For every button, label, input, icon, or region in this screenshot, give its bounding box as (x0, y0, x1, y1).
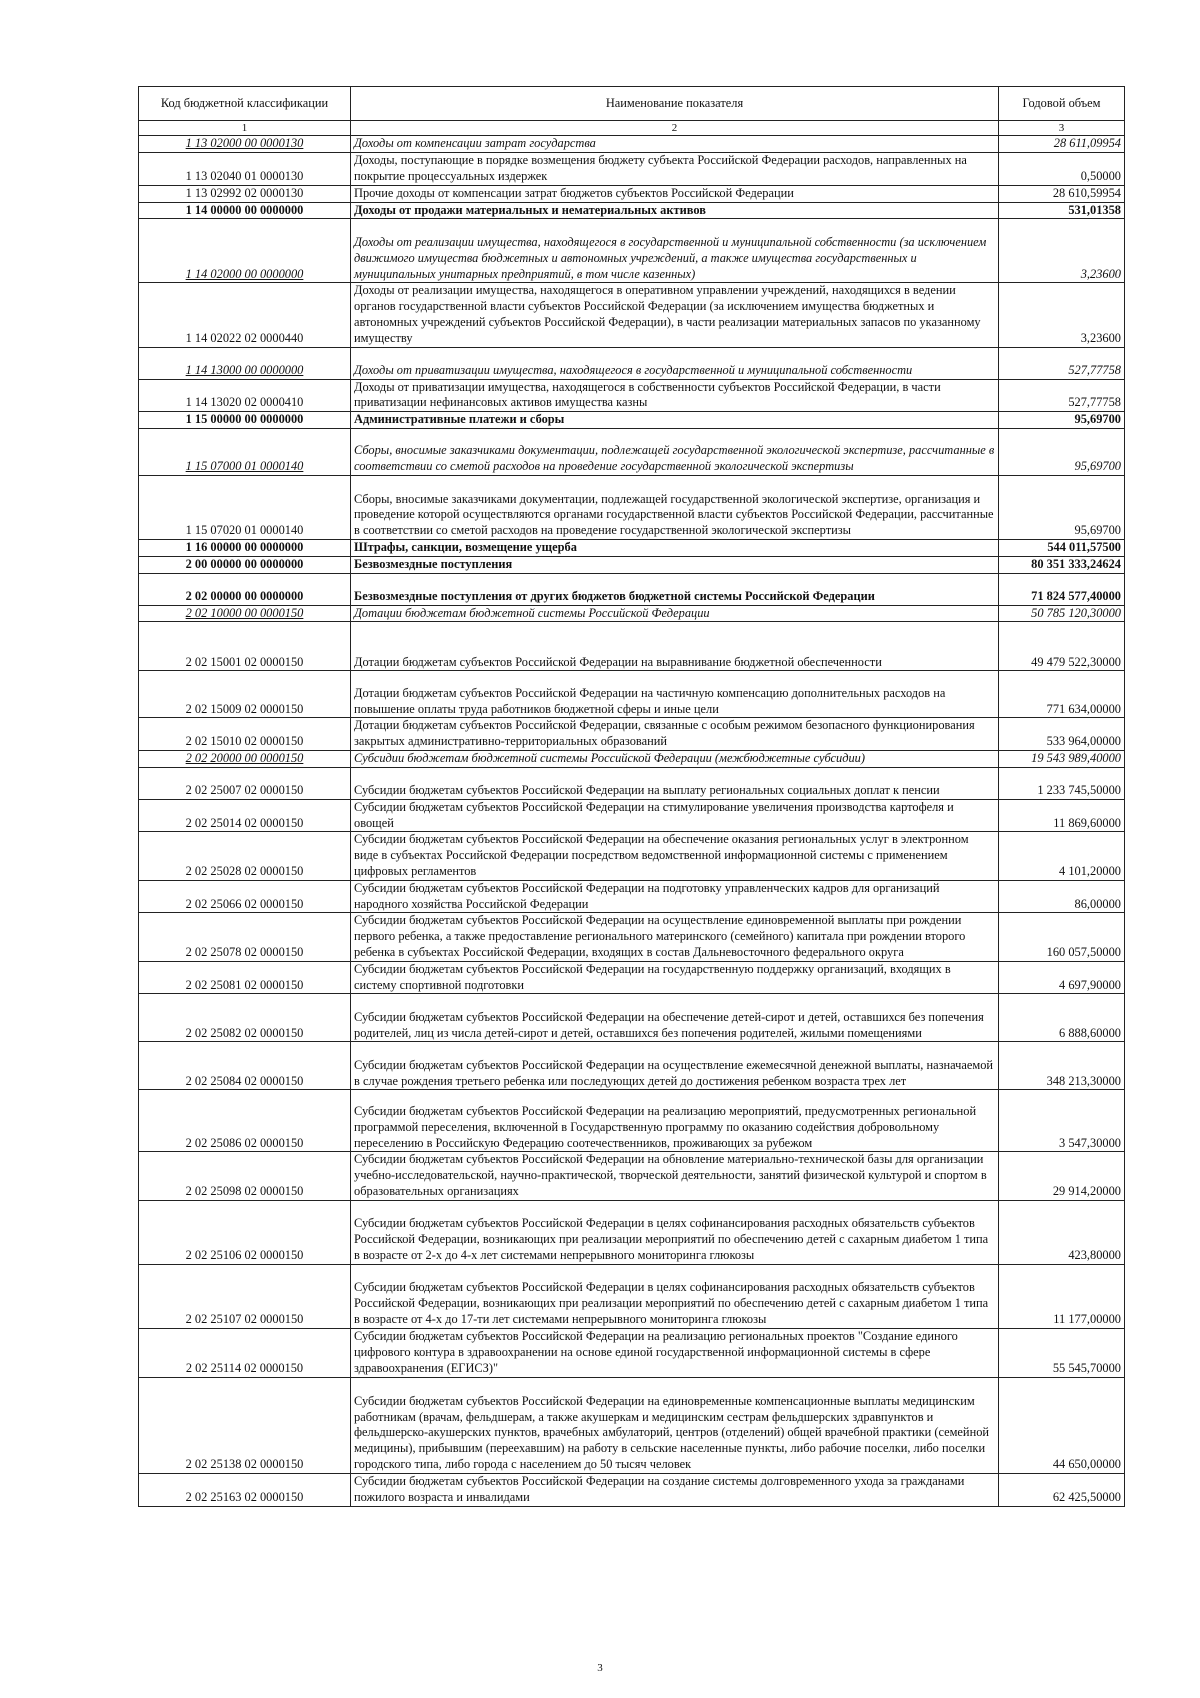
name-cell: Доходы, поступающие в порядке возмещения бюджету субъекта Российской Федерации расходов, направленных на покрытие процессуальных издержек (351, 152, 999, 185)
value-cell: 49 479 522,30000 (999, 622, 1125, 671)
value-cell: 19 543 989,40000 (999, 750, 1125, 767)
table-row (139, 1473, 1125, 1506)
value-cell: 533 964,00000 (999, 718, 1125, 751)
value-cell: 527,77758 (999, 347, 1125, 379)
table-row (139, 880, 1125, 913)
code-cell: 1 13 02992 02 0000130 (139, 185, 351, 202)
table-row (139, 1264, 1125, 1328)
table-row (139, 412, 1125, 429)
name-cell: Доходы от приватизации имущества, находящегося в государственной и муниципальной собственности (351, 347, 999, 379)
name-cell: Доходы от реализации имущества, находящегося в оперативном управлении учреждений, находящихся в ведении органов государственной власти субъектов Российской Федерации (за исключением имущества бюджетных и автономных учреждений субъектов Российской Федерации), в части реализации материальных запасов по указанному имуществу (351, 283, 999, 347)
value-cell: 4 697,90000 (999, 961, 1125, 994)
name-cell: Субсидии бюджетам субъектов Российской Федерации на выплату региональных социальных доплат к пенсии (351, 767, 999, 799)
code-cell: 1 14 00000 00 0000000 (139, 202, 351, 219)
table-row (139, 556, 1125, 573)
name-cell: Субсидии бюджетам субъектов Российской Федерации на создание системы долговременного ухода за гражданами пожилого возраста и инвалидами (351, 1473, 999, 1506)
name-cell: Дотации бюджетам субъектов Российской Федерации на частичную компенсацию дополнительных расходов на повышение оплаты труда работников бюджетной сферы и иные цели (351, 671, 999, 718)
code-cell: 2 02 25081 02 0000150 (139, 961, 351, 994)
table-row (139, 539, 1125, 556)
code-cell: 2 02 25014 02 0000150 (139, 799, 351, 832)
header-code: Код бюджетной классификации (139, 87, 351, 121)
code-cell: 2 02 25106 02 0000150 (139, 1200, 351, 1264)
header-num-1: 1 (139, 121, 351, 136)
table-row (139, 1377, 1125, 1473)
name-cell: Субсидии бюджетам субъектов Российской Федерации на обновление материально-технической базы для организации учебно-исследовательской, научно-практической, творческой деятельности, занятий физической культурой и спортом в образовательных организациях (351, 1152, 999, 1200)
table-row (139, 750, 1125, 767)
code-cell: 2 02 25084 02 0000150 (139, 1042, 351, 1090)
code-cell: 1 16 00000 00 0000000 (139, 539, 351, 556)
code-cell: 2 02 25086 02 0000150 (139, 1090, 351, 1152)
table-row (139, 1328, 1125, 1377)
value-cell: 71 824 577,40000 (999, 573, 1125, 605)
name-cell: Субсидии бюджетам субъектов Российской Федерации на реализацию мероприятий, предусмотренных региональной программой переселения, включенной в Государственную программу по оказанию содействия добровольному переселению в Российскую Федерацию соотечественников, проживающих за рубежом (351, 1090, 999, 1152)
page-number: 3 (597, 1662, 603, 1674)
name-cell: Субсидии бюджетам субъектов Российской Федерации на подготовку управленческих кадров для организаций народного хозяйства Российской Федерации (351, 880, 999, 913)
value-cell: 160 057,50000 (999, 913, 1125, 961)
table-row (139, 799, 1125, 832)
name-cell: Субсидии бюджетам субъектов Российской Федерации на единовременные компенсационные выплаты медицинским работникам (врачам, фельдшерам, а также акушеркам и медицинским сестрам фельдшерских здравпунктов и фельдшерско-акушерских пунктов, врачебных амбулаторий, центров (отделений) общей врачебной практики (семейной медицины), прибывшим (переехавшим) на работу в сельские населенные пункты, либо рабочие поселки, либо поселки городского типа, либо города с населением до 50 тысяч человек (351, 1377, 999, 1473)
header-name: Наименование показателя (351, 87, 999, 121)
table-row (139, 202, 1125, 219)
code-cell: 2 02 25082 02 0000150 (139, 994, 351, 1042)
code-cell: 2 02 00000 00 0000000 (139, 573, 351, 605)
name-cell: Дотации бюджетам субъектов Российской Федерации на выравнивание бюджетной обеспеченности (351, 622, 999, 671)
value-cell: 423,80000 (999, 1200, 1125, 1264)
value-cell: 0,50000 (999, 152, 1125, 185)
table-row (139, 961, 1125, 994)
name-cell: Безвозмездные поступления от других бюджетов бюджетной системы Российской Федерации (351, 573, 999, 605)
table-row (139, 152, 1125, 185)
table-row (139, 347, 1125, 379)
name-cell: Административные платежи и сборы (351, 412, 999, 429)
value-cell: 4 101,20000 (999, 832, 1125, 880)
value-cell: 95,69700 (999, 412, 1125, 429)
header-value: Годовой объем (999, 87, 1125, 121)
table-row (139, 767, 1125, 799)
table-row (139, 428, 1125, 475)
value-cell: 28 611,09954 (999, 136, 1125, 153)
code-cell: 2 02 25028 02 0000150 (139, 832, 351, 880)
value-cell: 29 914,20000 (999, 1152, 1125, 1200)
table-row (139, 1090, 1125, 1152)
name-cell: Сборы, вносимые заказчиками документации, подлежащей государственной экологической экспертизе, организация и проведение которой осуществляются органами государственной власти субъектов Российской Федерации, рассчитанные в соответствии со сметой расходов на проведение государственной экологической экспертизы (351, 475, 999, 539)
name-cell: Доходы от приватизации имущества, находящегося в собственности субъектов Российской Федерации, в части приватизации нефинансовых активов имущества казны (351, 379, 999, 412)
table-row (139, 994, 1125, 1042)
code-cell: 2 02 15001 02 0000150 (139, 622, 351, 671)
code-cell: 1 13 02040 01 0000130 (139, 152, 351, 185)
name-cell: Доходы от реализации имущества, находящегося в государственной и муниципальной собственности (за исключением движимого имущества бюджетных и автономных учреждений, а также имущества государственных и муниципальных унитарных предприятий, в том числе казенных) (351, 219, 999, 283)
code-cell: 2 02 20000 00 0000150 (139, 750, 351, 767)
name-cell: Безвозмездные поступления (351, 556, 999, 573)
code-cell: 2 02 25107 02 0000150 (139, 1264, 351, 1328)
value-cell: 771 634,00000 (999, 671, 1125, 718)
code-cell: 2 02 25138 02 0000150 (139, 1377, 351, 1473)
value-cell: 44 650,00000 (999, 1377, 1125, 1473)
table-row (139, 622, 1125, 671)
code-cell: 2 02 15009 02 0000150 (139, 671, 351, 718)
value-cell: 531,01358 (999, 202, 1125, 219)
value-cell: 348 213,30000 (999, 1042, 1125, 1090)
code-cell: 1 14 13000 00 0000000 (139, 347, 351, 379)
header-num-3: 3 (999, 121, 1125, 136)
budget-table (138, 86, 1125, 1507)
table-row (139, 185, 1125, 202)
value-cell: 1 233 745,50000 (999, 767, 1125, 799)
table-row (139, 1200, 1125, 1264)
value-cell: 86,00000 (999, 880, 1125, 913)
code-cell: 2 02 25114 02 0000150 (139, 1328, 351, 1377)
header-num-2: 2 (351, 121, 999, 136)
name-cell: Штрафы, санкции, возмещение ущерба (351, 539, 999, 556)
table-row (139, 832, 1125, 880)
code-cell: 1 15 07020 01 0000140 (139, 475, 351, 539)
value-cell: 55 545,70000 (999, 1328, 1125, 1377)
value-cell: 80 351 333,24624 (999, 556, 1125, 573)
code-cell: 2 02 10000 00 0000150 (139, 605, 351, 622)
table-row (139, 605, 1125, 622)
table-row (139, 1042, 1125, 1090)
code-cell: 2 02 25066 02 0000150 (139, 880, 351, 913)
table-header (139, 87, 1125, 136)
table-row (139, 1152, 1125, 1200)
table-row (139, 913, 1125, 961)
value-cell: 95,69700 (999, 428, 1125, 475)
table-row (139, 283, 1125, 347)
code-cell: 1 15 00000 00 0000000 (139, 412, 351, 429)
value-cell: 3,23600 (999, 283, 1125, 347)
code-cell: 1 14 02000 00 0000000 (139, 219, 351, 283)
name-cell: Дотации бюджетам субъектов Российской Федерации, связанные с особым режимом безопасного функционирования закрытых административно-территориальных образований (351, 718, 999, 751)
name-cell: Субсидии бюджетам субъектов Российской Федерации на осуществление ежемесячной денежной выплаты, назначаемой в случае рождения третьего ребенка или последующих детей до достижения ребенком возраста трех лет (351, 1042, 999, 1090)
value-cell: 544 011,57500 (999, 539, 1125, 556)
name-cell: Субсидии бюджетам субъектов Российской Федерации на обеспечение детей-сирот и детей, оставшихся без попечения родителей, лиц из числа детей-сирот и детей, оставшихся без попечения родителей, жилыми помещениями (351, 994, 999, 1042)
code-cell: 2 02 25007 02 0000150 (139, 767, 351, 799)
code-cell: 2 02 25163 02 0000150 (139, 1473, 351, 1506)
code-cell: 1 13 02000 00 0000130 (139, 136, 351, 153)
name-cell: Прочие доходы от компенсации затрат бюджетов субъектов Российской Федерации (351, 185, 999, 202)
name-cell: Субсидии бюджетам бюджетной системы Российской Федерации (межбюджетные субсидии) (351, 750, 999, 767)
table-row (139, 671, 1125, 718)
name-cell: Субсидии бюджетам субъектов Российской Федерации в целях софинансирования расходных обязательств субъектов Российской Федерации, возникающих при реализации мероприятий по обеспечению детей с сахарным диабетом 1 типа в возрасте от 2-х до 4-х лет системами непрерывного мониторинга глюкозы (351, 1200, 999, 1264)
value-cell: 3 547,30000 (999, 1090, 1125, 1152)
table-row (139, 475, 1125, 539)
code-cell: 2 02 25098 02 0000150 (139, 1152, 351, 1200)
table-row (139, 718, 1125, 751)
name-cell: Субсидии бюджетам субъектов Российской Федерации на осуществление единовременной выплаты при рождении первого ребенка, а также предоставление регионального материнского (семейного) капитала при рождении второго ребенка в субъектах Российской Федерации, входящих в состав Дальневосточного федерального округа (351, 913, 999, 961)
value-cell: 28 610,59954 (999, 185, 1125, 202)
name-cell: Сборы, вносимые заказчиками документации, подлежащей государственной экологической экспертизе, рассчитанные в соответствии со сметой расходов на проведение государственной экологической экспертизы (351, 428, 999, 475)
name-cell: Субсидии бюджетам субъектов Российской Федерации в целях софинансирования расходных обязательств субъектов Российской Федерации, возникающих при реализации мероприятий по обеспечению детей с сахарным диабетом 1 типа в возрасте от 4-х до 17-ти лет системами непрерывного мониторинга глюкозы (351, 1264, 999, 1328)
value-cell: 50 785 120,30000 (999, 605, 1125, 622)
code-cell: 2 02 15010 02 0000150 (139, 718, 351, 751)
code-cell: 2 02 25078 02 0000150 (139, 913, 351, 961)
name-cell: Доходы от продажи материальных и нематериальных активов (351, 202, 999, 219)
code-cell: 2 00 00000 00 0000000 (139, 556, 351, 573)
code-cell: 1 15 07000 01 0000140 (139, 428, 351, 475)
value-cell: 11 869,60000 (999, 799, 1125, 832)
value-cell: 527,77758 (999, 379, 1125, 412)
name-cell: Субсидии бюджетам субъектов Российской Федерации на стимулирование увеличения производства картофеля и овощей (351, 799, 999, 832)
code-cell: 1 14 02022 02 0000440 (139, 283, 351, 347)
value-cell: 6 888,60000 (999, 994, 1125, 1042)
name-cell: Доходы от компенсации затрат государства (351, 136, 999, 153)
value-cell: 3,23600 (999, 219, 1125, 283)
table-row (139, 219, 1125, 283)
name-cell: Субсидии бюджетам субъектов Российской Федерации на реализацию региональных проектов "Создание единого цифрового контура в здравоохранении на основе единой государственной информационной системы в сфере здравоохранения (ЕГИСЗ)" (351, 1328, 999, 1377)
value-cell: 11 177,00000 (999, 1264, 1125, 1328)
table-row (139, 573, 1125, 605)
name-cell: Субсидии бюджетам субъектов Российской Федерации на обеспечение оказания региональных услуг в электронном виде в субъектах Российской Федерации посредством ведомственной информационной системы с применением цифровых регламентов (351, 832, 999, 880)
table-row (139, 379, 1125, 412)
table-body (139, 136, 1125, 1507)
code-cell: 1 14 13020 02 0000410 (139, 379, 351, 412)
name-cell: Дотации бюджетам бюджетной системы Российской Федерации (351, 605, 999, 622)
table-row (139, 136, 1125, 153)
value-cell: 95,69700 (999, 475, 1125, 539)
value-cell: 62 425,50000 (999, 1473, 1125, 1506)
name-cell: Субсидии бюджетам субъектов Российской Федерации на государственную поддержку организаций, входящих в систему спортивной подготовки (351, 961, 999, 994)
